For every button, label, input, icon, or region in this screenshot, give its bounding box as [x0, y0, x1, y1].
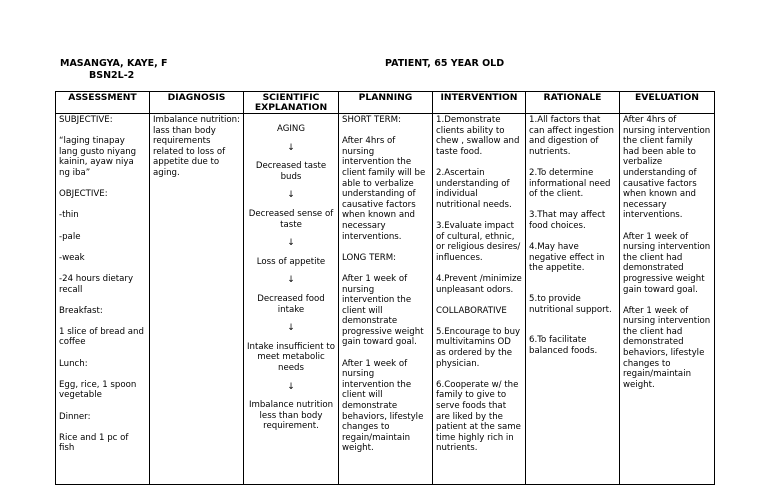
rationale-item-2: 2.To determine informational need of the client. — [529, 167, 611, 200]
long-term-label: LONG TERM: — [342, 252, 397, 263]
evaluation-item-2: After 1 week of nursing intervention the client had demonstrated progressive weight gain toward goal. — [623, 231, 711, 295]
flow-step-loss-of-appetite: Loss of appetite — [256, 256, 326, 267]
student-name: MASANGYA, KAYE, F — [60, 58, 168, 69]
flow-arrow-icon: ↓ — [287, 238, 295, 249]
flow-arrow-icon: ↓ — [287, 142, 295, 153]
breakfast-value: 1 slice of bread and coffee — [59, 326, 144, 348]
intervention-item-3: 3.Evaluate impact of cultural, ethnic, or religious desires/ influences. — [436, 220, 521, 263]
evaluation-item-3: After 1 week of nursing intervention the client had demonstrated behaviors, lifestyle changes to regain/maintain weight. — [623, 305, 711, 390]
breakfast-label: Breakfast: — [59, 305, 103, 316]
evaluation-item-1: After 4hrs of nursing intervention the client family had been able to verbalize understanding of causative factors when known and necessary interventions. — [623, 115, 711, 221]
col-header-intervention: INTERVENTION — [433, 92, 526, 114]
collaborative-label: COLLABORATIVE — [436, 305, 507, 316]
rationale-cell — [526, 114, 620, 485]
col-header-diagnosis: DIAGNOSIS — [150, 92, 244, 114]
long-term-goal-2: After 1 week of nursing intervention the client will demonstrate behaviors, lifestyle changes to regain/maintain weight. — [342, 358, 424, 454]
rationale-item-1: 1.All factors that can affect ingestion and digestion of nutrients. — [529, 115, 614, 157]
intervention-cell — [433, 114, 526, 485]
col-header-assessment: ASSESSMENT — [56, 92, 150, 114]
dinner-value: Rice and 1 pc of fish — [59, 432, 129, 454]
col-header-evaluation: EVELUATION — [620, 92, 715, 114]
col-header-scientific-explanation: SCIENTIFIC EXPLANATION — [244, 92, 339, 114]
nursing-care-plan-table — [55, 91, 715, 485]
flow-arrow-icon: ↓ — [287, 381, 295, 392]
long-term-goal-1: After 1 week of nursing intervention the client will demonstrate progressive weight gain toward goal. — [342, 273, 424, 348]
flow-step-intake-insufficient: Intake insufficient to meet metabolic needs — [247, 341, 335, 373]
scientific-explanation-cell — [244, 114, 339, 485]
flow-step-decreased-food-intake: Decreased food intake — [257, 293, 325, 315]
col-header-rationale: RATIONALE — [526, 92, 620, 114]
flow-step-decreased-taste-buds: Decreased taste buds — [255, 161, 327, 182]
intervention-item-6: 6.Cooperate w/ the family to give to serve foods that are liked by the patient at the same time highly rich in nutrients. — [436, 379, 521, 454]
finding-weak: -weak — [59, 252, 85, 263]
flow-step-imbalance-nutrition: Imbalance nutrition less than body requirement. — [248, 400, 334, 432]
subjective-quote: “laging tinapay lang gusto niyang kainin, ayaw niya ng iba” — [59, 136, 137, 178]
lunch-label: Lunch: — [59, 358, 88, 369]
dietary-recall-label: -24 hours dietary recall — [59, 273, 134, 295]
lunch-value: Egg, rice, 1 spoon vegetable — [59, 379, 137, 401]
dinner-label: Dinner: — [59, 411, 91, 422]
planning-cell — [339, 114, 433, 485]
diagnosis-cell — [150, 114, 244, 485]
rationale-item-4: 4.May have negative effect in the appetite. — [529, 242, 605, 274]
assessment-cell — [56, 114, 150, 485]
objective-label: OBJECTIVE: — [59, 189, 108, 200]
diagnosis-text: Imbalance nutrition: lass than body requirements related to loss of appetite due to aging. — [153, 115, 241, 178]
rationale-item-3: 3.That may affect food choices. — [529, 210, 606, 231]
intervention-item-5: 5.Encourage to buy multivitamins OD as ordered by the physician. — [436, 326, 521, 369]
subjective-label: SUBJECTIVE: — [59, 115, 113, 125]
short-term-goal: After 4hrs of nursing intervention the client family will be able to verbalize understanding of causative factors when known and necessary interventions. — [342, 136, 426, 242]
flow-arrow-icon: ↓ — [287, 275, 295, 286]
content-row — [56, 114, 715, 485]
rationale-item-5: 5.to provide nutritional support. — [529, 293, 612, 315]
section-code: BSN2L-2 — [89, 70, 135, 81]
intervention-item-1: 1.Demonstrate clients ability to chew , swallow and taste food. — [436, 115, 520, 157]
flow-arrow-icon: ↓ — [287, 323, 295, 334]
short-term-label: SHORT TERM: — [342, 115, 401, 125]
header-row — [56, 92, 715, 114]
finding-thin: -thin — [59, 210, 79, 221]
evaluation-cell — [620, 114, 715, 485]
finding-pale: -pale — [59, 231, 81, 242]
flow-step-aging: AGING — [276, 124, 305, 134]
patient-info: PATIENT, 65 YEAR OLD — [385, 58, 505, 69]
rationale-item-6: 6.To facilitate balanced foods. — [529, 335, 598, 356]
intervention-item-4: 4.Prevent /minimize unpleasant odors. — [436, 273, 522, 295]
flow-arrow-icon: ↓ — [287, 190, 295, 201]
col-header-planning: PLANNING — [339, 92, 433, 114]
intervention-item-2: 2.Ascertain understanding of individual nutritional needs. — [436, 167, 512, 210]
flow-step-decreased-sense-of-taste: Decreased sense of taste — [248, 208, 334, 230]
